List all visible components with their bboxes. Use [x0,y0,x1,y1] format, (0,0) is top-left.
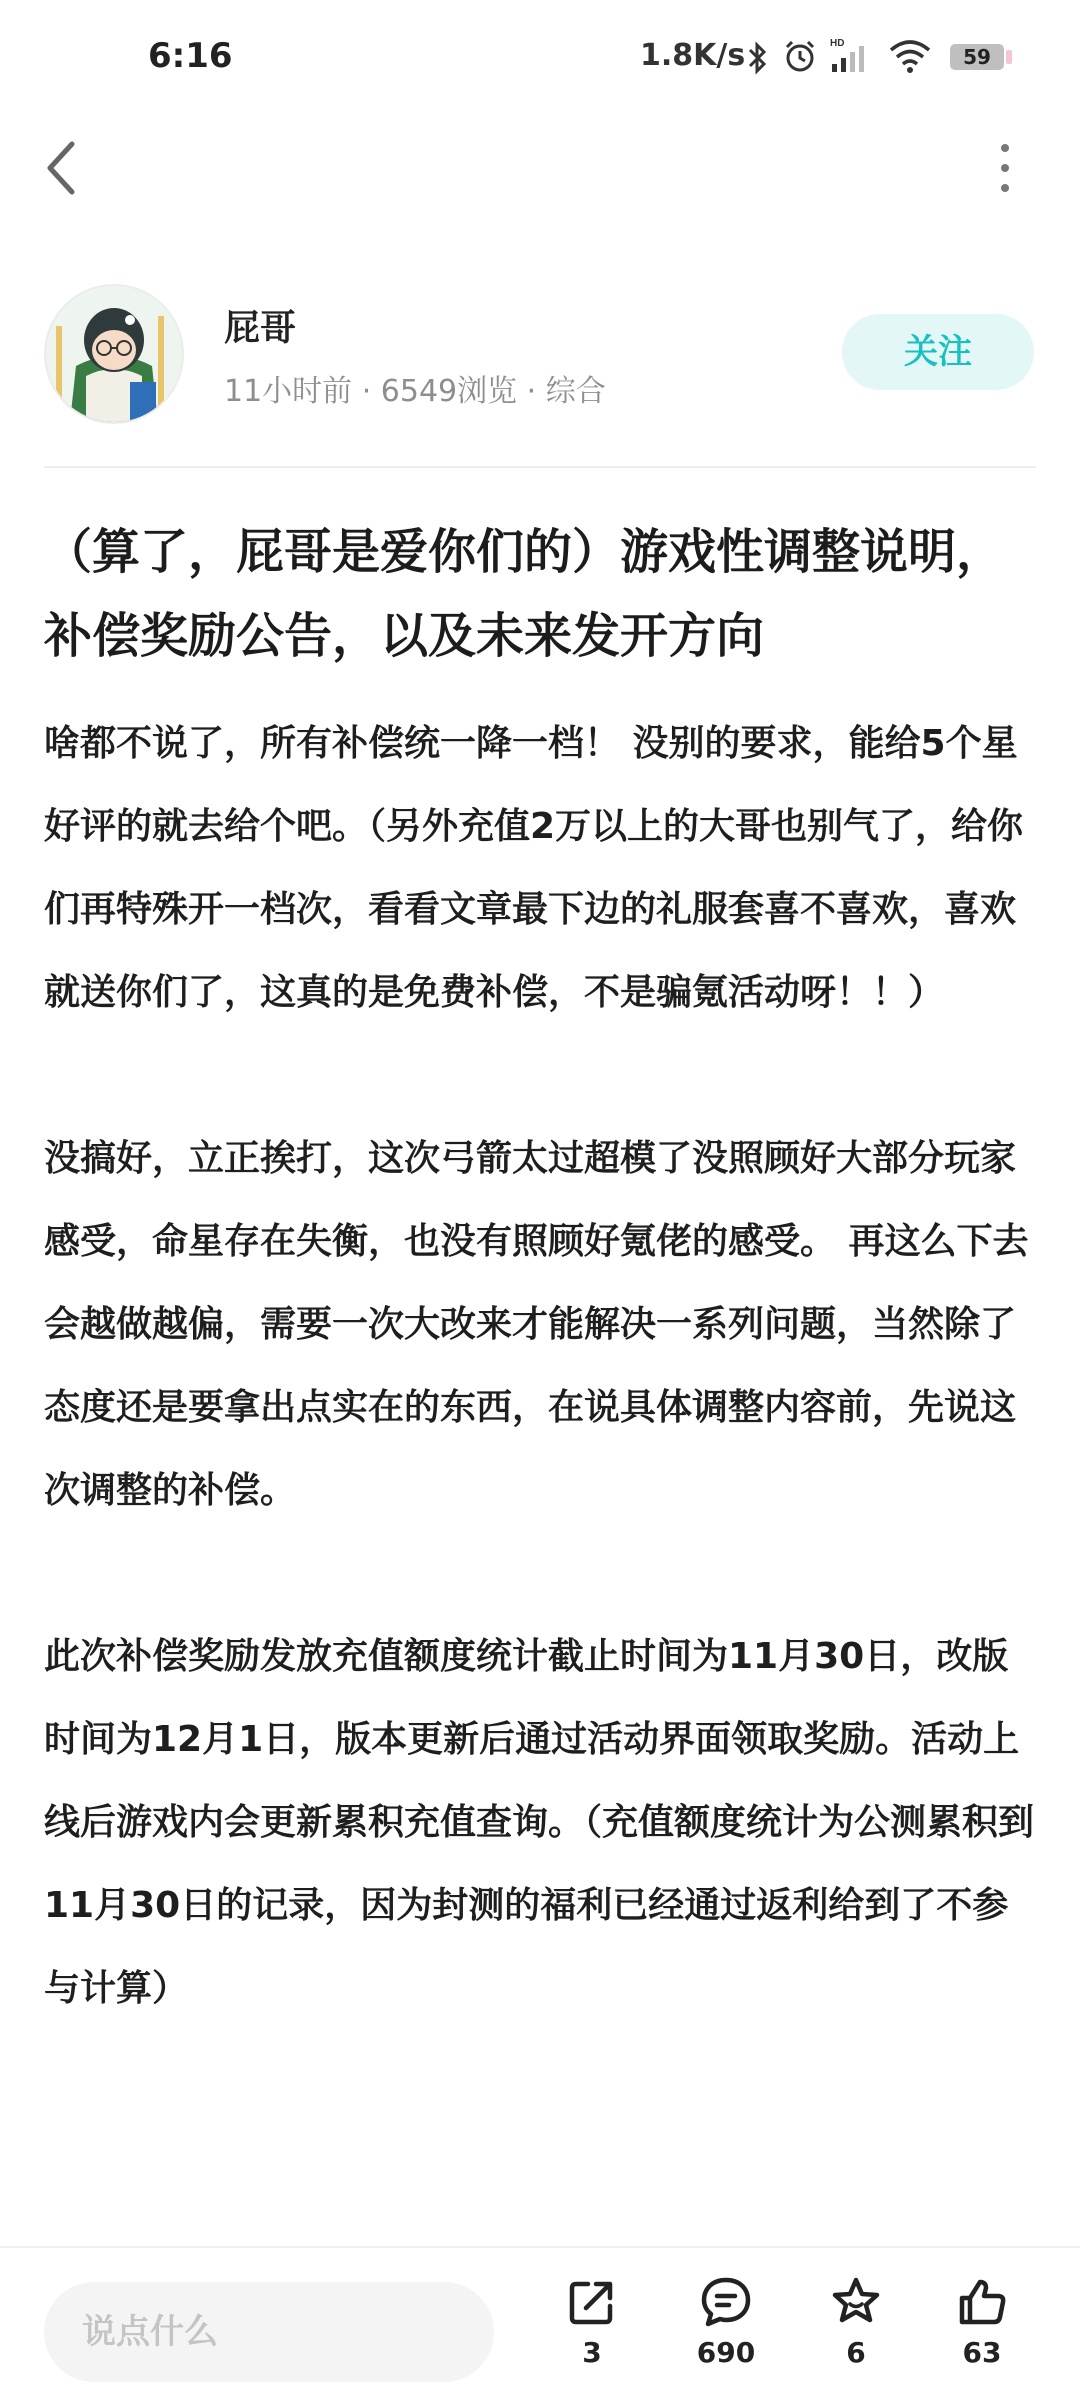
divider [44,466,1036,468]
favorite-button[interactable] [806,2268,906,2388]
author-name[interactable]: 屁哥 [224,308,297,349]
battery-tip [1006,50,1012,64]
share-icon [564,2274,620,2330]
follow-button[interactable]: 关注 [842,314,1034,390]
bluetooth-icon [746,40,768,76]
post-paragraph: 啥都不说了，所有补偿统一降一档！ 没别的要求，能给5个星好评的就去给个吧。（另外充值2万以上的大哥也别气了，给你们再特殊开一档次，看看文章最下边的礼服套喜不喜欢，喜欢就送你们了，这真的是免费补偿，不是骗氪活动呀！！） [44,723,1024,1013]
alarm-icon [782,38,818,74]
more-options-icon[interactable] [990,140,1020,196]
share-count: 3 [582,2336,602,2369]
status-bar [0,0,1080,120]
comment-input[interactable]: 说点什么 [44,2282,494,2382]
battery-indicator [950,44,1004,70]
post-title: （算了，屁哥是爱你们的）游戏性调整说明，补偿奖励公告，以及未来发开方向 [44,524,1005,664]
favorite-count: 6 [846,2336,866,2369]
back-icon[interactable] [40,138,84,198]
comment-button[interactable] [676,2268,776,2388]
wifi-icon [888,38,932,74]
like-button[interactable] [932,2268,1032,2388]
post-paragraph: 此次补偿奖励发放充值额度统计截止时间为11月30日，改版时间为12月1日，版本更新后通过活动界面领取奖励。活动上线后游戏内会更新累积充值查询。（充值额度统计为公测累积到11月30日的记录，因为封测的福利已经通过返利给到了不参与计算） [44,1636,1035,2009]
comment-count: 690 [696,2336,756,2369]
status-time: 6:16 [148,36,233,76]
avatar-image [46,286,182,422]
like-count: 63 [962,2336,1002,2369]
network-speed: 1.8K/s [640,38,746,73]
share-button[interactable] [542,2268,642,2388]
top-bar [0,120,1080,220]
svg-text:HD: HD [830,38,845,49]
thumbs-up-icon [954,2274,1010,2330]
battery-level: 59 [963,45,991,69]
post-paragraph: 没搞好，立正挨打，这次弓箭太过超模了没照顾好大部分玩家感受，命星存在失衡，也没有照顾好氪佬的感受。 再这么下去会越做越偏，需要一次大改来才能解决一系列问题，当然除了态度还是要拿出点实在的东西，在说具体调整内容前，先说这次调整的补偿。 [44,1138,1029,1511]
post-content [44,702,1034,2113]
star-icon [828,2274,884,2330]
comment-icon [698,2274,754,2330]
avatar[interactable] [44,284,184,424]
signal-icon [830,36,876,76]
post-meta: 11小时前 · 6549浏览 · 综合 [224,374,606,409]
